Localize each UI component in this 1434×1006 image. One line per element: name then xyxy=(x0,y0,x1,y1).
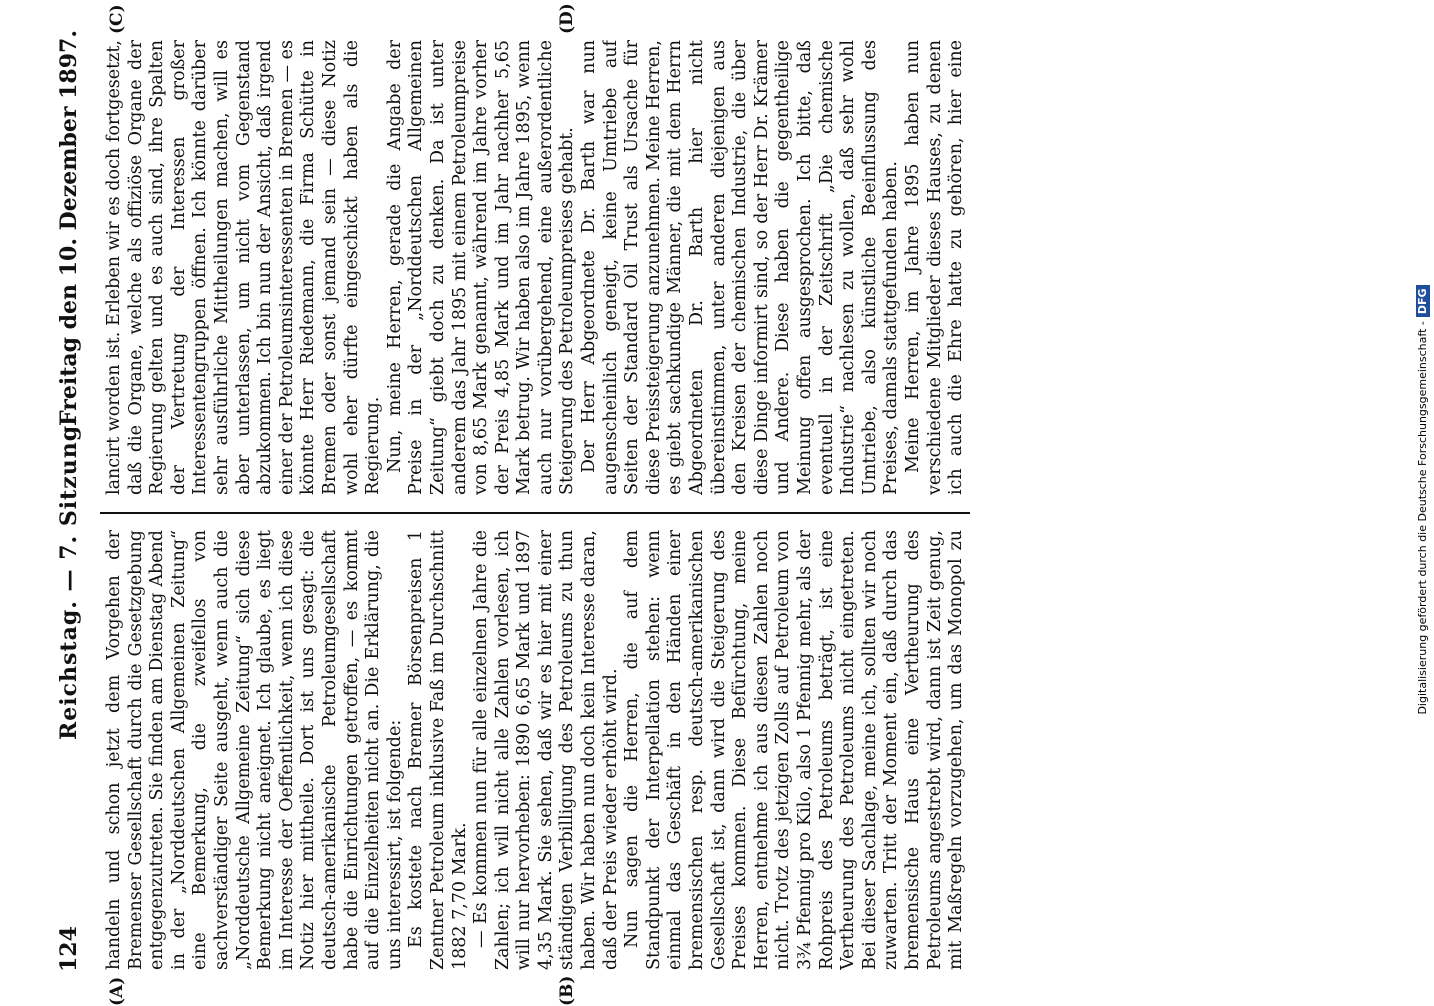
paragraph: handeln und schon jetzt dem Vorgehen der Bremenser Gesellschaft durch die Gesetzgebung entgegenzutreten. Sie finden am Dienstag Abend in der „Norddeutschen Allgemeinen Zeitung“ eine Bemerkung, die zweifellos von sachverständiger Seite ausgeht, wenn auch die „Norddeutsche Allgemeine Zeitung“ sich diese Bemerkung nicht aneignet. Ich glaube, es liegt im Interesse der Oeffentlichkeit, wenn ich diese Notiz hier mittheile. Dort ist uns gesagt: die deutsch-amerikanische Petroleumgesellschaft habe die Einrichtungen getroffen, — es kommt auf die Einzelheiten nicht an. Die Erklärung, die uns interessirt, ist folgende: xyxy=(104,530,405,970)
paragraph: Nun sagen die Herren, die auf dem Standpunkt der Interpellation stehen: wenn einmal das Geschäft in den Händen einer bremensischen resp. deutsch-amerikanischen Gesellschaft ist, dann wird die Steigerung des Preises kommen. Diese Befürchtung, meine Herren, entnehme ich aus diesen Zahlen noch nicht. Trotz des jetzigen Zolls auf Petroleum von 3¾ Pfennig pro Kilo, also 1 Pfennig mehr, als der Rohpreis des Petroleums beträgt, ist eine Vertheurung des Petroleums nicht eingetreten. Bei dieser Sachlage, meine ich, sollten wir noch zuwarten. Tritt der Moment ein, daß durch das bremensische Haus eine Vertheurung des Petroleums angestrebt wird, dann ist Zeit genug, mit Maßregeln vorzugehen, um das Monopol zu xyxy=(622,530,967,970)
paragraph: Nun, meine Herren, gerade die Angabe der Preise in der „Norddeutschen Allgemeinen Zeitung“ giebt doch zu denken. Da ist unter anderem das Jahr 1895 mit einem Petroleumpreise von 8,65 Mark genannt, während im Jahre vorher der Preis 4,85 Mark und im Jahr nachher 5,65 Mark betrug. Wir haben also im Jahre 1895, wenn auch nur vorübergehend, eine außerordentliche Steigerung des Petroleumpreises gehabt. xyxy=(384,40,578,495)
header-left-title: Reichstag. — 7. Sitzung. xyxy=(56,416,82,740)
left-column xyxy=(104,530,969,970)
paragraph: — Es kommen nun für alle einzelnen Jahre die Zahlen; ich will nicht alle Zahlen vorlesen, ich will nur hervorheben: 1890 6,65 Mark und 1897 4,35 Mark. Sie sehen, daß wir es hier mit einer ständigen Verbilligung des Petroleums zu thun haben. Wir haben nun doch kein Interesse daran, daß der Preis wieder erhöht wird. xyxy=(471,530,621,970)
rotated-newspaper-page xyxy=(52,3,1382,1006)
margin-marker-c: (C) xyxy=(107,4,127,34)
margin-marker-a: (A) xyxy=(107,976,127,1006)
digitization-credit xyxy=(1416,10,1430,990)
paragraph: Es kostete nach Bremer Börsenpreisen 1 Zentner Petroleum inklusive Faß im Durchschnitt 1882 7,70 Mark. xyxy=(406,530,470,970)
right-column xyxy=(104,40,969,495)
margin-marker-d: (D) xyxy=(557,3,577,34)
header-right-title: Freitag den 10. Dezember 1897. xyxy=(56,30,82,426)
page-number: 124 xyxy=(56,926,82,972)
credit-text: Digitalisierung gefördert durch die Deutsche Forschungsgemeinschaft - xyxy=(1416,321,1429,715)
margin-marker-b: (B) xyxy=(557,975,577,1006)
paragraph: Der Herr Abgeordnete Dr. Barth war nun augenscheinlich geneigt, keine Umtriebe auf Seiten der Standard Oil Trust als Ursache für diese Preissteigerung anzunehmen. Meine Herren, es giebt sachkundige Männer, die mit dem Herrn Abgeordneten Dr. Barth hier nicht übereinstimmen, unter anderen diejenigen aus den Kreisen der chemischen Industrie, die über diese Dinge informirt sind, so der Herr Dr. Krämer und Andere. Diese haben die gegentheilige Meinung offen ausgesprochen. Ich bitte, daß eventuell in der Zeitschrift „Die chemische Industrie“ nachlesen zu wollen, daß sehr wohl Umtriebe, also künstliche Beeinflussung des Preises, damals stattgefunden haben. xyxy=(579,40,902,495)
dfg-logo: DFG xyxy=(1416,285,1430,317)
column-divider xyxy=(100,512,970,514)
paragraph: Meine Herren, im Jahre 1895 haben nun verschiedene Mitglieder dieses Hauses, zu denen ich auch die Ehre hatte zu gehören, hier eine xyxy=(902,40,967,495)
page-header xyxy=(52,20,92,980)
paragraph: lancirt worden ist. Erleben wir es doch fortgesetzt, daß die Organe, welche als offiziöse Organe der Regierung gelten und es auch sind, ihre Spalten der Vertretung der Interessen großer Interessentengruppen öffnen. Ich könnte darüber sehr ausführliche Mittheilungen machen, will es aber unterlassen, um nicht vom Gegenstand abzukommen. Ich bin nun der Ansicht, daß irgend einer der Petroleumsinteressenten in Bremen — es könnte Herr Riedemann, die Firma Schütte in Bremen oder sonst jemand sein — diese Notiz wohl eher dürfte eingeschickt haben als die Regierung. xyxy=(104,40,384,495)
